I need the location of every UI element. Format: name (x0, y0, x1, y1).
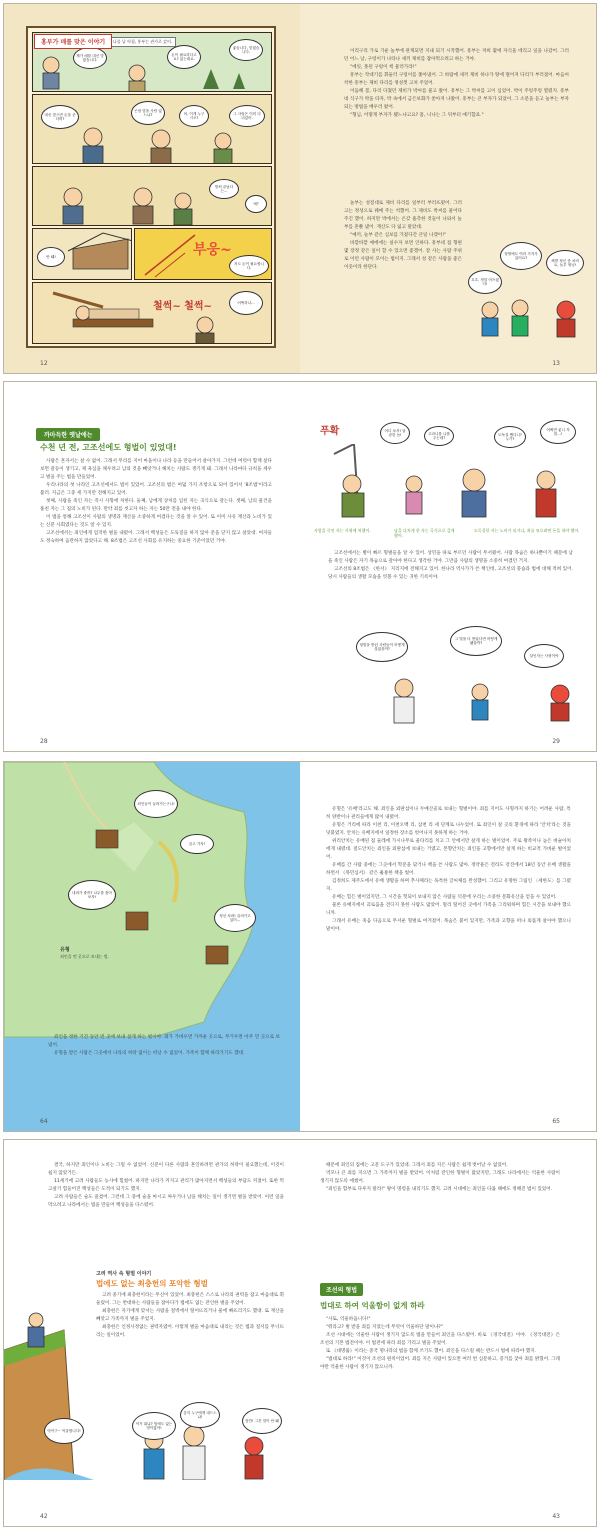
speech-bubble: 벌써 끝났다는... (209, 179, 239, 199)
panel-caption: 나물 날 아침, 홍부는 관가로 갔어. (109, 37, 176, 47)
paragraph: 결국, 하지만 죄인이나 노비는 그럴 수 없었어. 신분이 다른 사람과 혼인하려면 관가의 허락이 필요했는데, 이것이 쉽지 않았거든. (48, 1163, 284, 1176)
characters-illustration (360, 670, 590, 730)
paragraph: 최충헌은 인정사정없는 권력자였어. 이렇게 벌을 마음대로 내리는 것은 법과 질서를 무너뜨리는 일이었어. (96, 1325, 284, 1338)
speech-bubble: 형벌을 받던 사람들이 어떻게 살았을까? (356, 632, 408, 662)
speech-bubble: 좋습니다, 맞겠습니다. (229, 39, 263, 61)
speech-bubble: 도둑질 했다니? 누가? (494, 426, 526, 448)
paragraph: 역모나 큰 죄를 지으면 그 가족까지 벌을 받았어. 이처럼 잔인한 형벌이 많았지만, 그래도 나라에서는 억울한 사람이 생기지 않도록 애썼어. (320, 1171, 560, 1184)
paragraph: 고조선에서는 별이 빠르 형벌들을 알 수 있어. 상민을 따로 부르던 사람이 무서웠어. 사람 목숨은 하나뿐이기 때문에 남을 죽인 사람은 자기 목숨으로 갚아야 한다고 생각한 거야. 그만큼 사람의 생명을 소중히 여겼던 거지. (328, 551, 573, 564)
speech-bubble: 잠깐! 그건 말이 안 돼 (242, 1408, 282, 1434)
comic-figures-illustration (33, 167, 272, 226)
page-65 (300, 762, 596, 1131)
paragraph: "예끼, 놀부 같은 심보를 가졌다간 큰일 나겠어!" (350, 233, 447, 238)
page-number: 29 (552, 738, 560, 745)
comic-panel-6 (32, 282, 272, 344)
speech-bubble: 돈이 필요하다고요? 없는데요. (167, 45, 201, 69)
speech-bubble: 어디 보자! 앙큼한 놈! (380, 422, 410, 444)
speech-bubble: 안 돼! (37, 247, 65, 267)
speech-bubble: 아이구~ 억울합니다! (44, 1418, 84, 1444)
paragraph: 유배를 간 사람 중에는 그곳에서 학문을 닦거나 책을 쓴 사람도 많아. 정약용은 전라도 강진에서 18년 동안 유배 생활을 하면서 《목민심서》 같은 훌륭한 책을 썼어. (326, 863, 571, 876)
speech-bubble: 예? (245, 195, 267, 213)
paragraph: 우리나라의 첫 나라인 고조선에서도 법이 있었어. 고조선의 법은 여덟 가지 조항으로 되어 있어서 '8조법'이라고 불러. 지금은 그중 세 가지만 전해지고 있어. (40, 483, 272, 496)
spread-pages-12-13 (3, 3, 597, 374)
characters-illustration (470, 292, 590, 352)
paragraph: 물론 유배지에서 괴로움을 견디지 못한 사람도 많았어. 멀리 떨어진 곳에서 가족을 그리워하며 힘든 시간을 보내야 했으니까. (326, 903, 571, 916)
paragraph: 고조선에서는 죄인에게 엄격한 벌을 내렸어. 그래서 백성들은 도둑질을 하지 않아 문을 닫지 않고 살았대. 여자들도 정숙하여 음란하지 않았다고 해. 8조법은 고조선 사회를 유지하는 중요한 기준이었던 거야. (40, 531, 272, 544)
page-12 (4, 4, 300, 373)
punishment-types-illustration (314, 444, 584, 524)
speech-bubble: 이거 뭐냐? 법에도 없는 벌이잖아! (132, 1412, 176, 1440)
body-text (326, 806, 571, 934)
paragraph: 놀부는 성질대로 제비 다리를 일부러 부러뜨렸어. 그러고는 정성으로 꿰매 주는 척했어. 그 제비도 박씨를 물어다 주긴 했어. 하지만 박에서는 온갖 흉측한 것들이 나와서 놀부를 혼쭐 냈어. 재산도 다 잃고 말았대. (344, 201, 462, 230)
body-text (40, 458, 272, 546)
speech-bubble: 저도 돈이 필요합니다. (229, 255, 269, 277)
paragraph: "사또, 억울하옵니다!" (326, 1317, 371, 1322)
spread-pages-28-29 (3, 381, 597, 752)
speech-bubble: 어쩌면 좋니 저를…! (540, 420, 576, 444)
speech-bubble: 살인자는 사형이야 (524, 644, 564, 668)
action-lines-illustration (135, 229, 272, 280)
speech-bubble: 형벌에도 여러 가지가 있어요? (500, 242, 542, 270)
paragraph: 또 《대명률》이라는 중국 명나라의 법을 함께 쓰기도 했어. 죄인을 다스릴 때는 반드시 법에 따라야 했지. (326, 1349, 537, 1354)
speech-bubble: 그 사람은 이미 다녀갔어. (229, 105, 265, 127)
paragraph: "뭐라고? 벌 받을 죄를 지었는데 무엇이 억울하단 말이냐?" (326, 1325, 443, 1330)
body-text-column (344, 200, 462, 272)
comic-panel-5 (134, 228, 272, 280)
page-number: 64 (40, 1118, 48, 1125)
paragraph: "법대로 하라!" 이것이 조선의 원칙이었어. 죄를 지은 사람이 있으면 여러 번 심문하고, 증거를 찾아 죄를 밝혔어. 그래야만 억울한 사람이 생기지 않으니까. (320, 1357, 560, 1370)
page-29 (300, 382, 596, 751)
body-text (328, 550, 573, 582)
section-tag: 까마득한 옛날에는 (36, 428, 100, 441)
speech-bubble: 제가 매를 대신 맞겠습니다. (73, 47, 107, 69)
sound-effect-text: 푸확 (320, 426, 340, 437)
speech-bubble: 죄인들이 끌려가는구나! (134, 790, 178, 818)
page-number: 43 (552, 1513, 560, 1520)
page-13 (300, 4, 596, 373)
caption: 도둑질한 자는 노비가 되거나, 죄를 씻으려면 돈을 내야 했어. (474, 528, 580, 533)
speech-bubble: 곤장 맞을 사람 없느냐? (131, 101, 165, 125)
paragraph: 첫째, 사람을 죽인 자는 즉시 사형에 처한다. 둘째, 남에게 상처를 입힌 자는 곡식으로 갚는다. 셋째, 남의 물건을 훔친 자는 그 집의 노비가 된다. 만약 죄를 씻고자 하는 자는 50만 전을 내야 한다. (40, 499, 272, 512)
illustration-captions (314, 528, 584, 538)
caption: 사람을 죽인 자는 사형에 처했어. (314, 528, 371, 533)
inset-box-title: 고려 역사 속 형벌 이야기 (96, 1271, 152, 1277)
sound-effect-text: 부웅~ (193, 242, 232, 258)
paragraph: 때문에 죄인의 집에는 고문 도구가 있었대. 그래서 죄를 지은 사람은 쉽게 벗어날 수 없었어. (326, 1163, 508, 1168)
comic-title: 홍부가 매를 맞은 이야기 (34, 34, 112, 49)
speech-bubble: 그 벌을 다 받았다면 어떻게 됐을까? (450, 626, 502, 656)
paragraph: 김정희도 제주도에서 유배 생활을 하며 추사체라는 독특한 글씨체를 완성했어. 그리고 유명한 그림인 〈세한도〉를 그렸지. (326, 879, 571, 892)
speech-bubble: 어, 이게 누구시오? (179, 105, 209, 127)
body-text (48, 1034, 280, 1058)
speech-bubble: 정신 차려! 끌려가고 있어... (214, 904, 256, 932)
paragraph: 흥부는 작대기를 휘둘러 구렁이를 쫓아냈어. 그 바람에 새끼 제비 하나가 땅에 떨어져 다리가 부러졌어. 마음씨 착한 흥부는 제비 다리를 정성껏 고쳐 주었어. (344, 73, 569, 86)
paragraph: 죄인을 정한 기간 동안 먼 곳에 보내 살게 하는 벌이야. 죄가 가벼우면 가까운 곳으로, 무거우면 아주 먼 곳으로 보냈어. (48, 1035, 280, 1048)
page-number: 12 (40, 360, 48, 367)
paragraph: 이 법을 통해 고조선이 사람의 생명과 재산을 소중하게 여겼다는 것을 알 수 있어. 또 이미 사유 재산과 노비가 있는 신분 사회였다는 것도 알 수 있지. (40, 515, 272, 528)
speech-bubble: 감히 누구에게 대드느냐! (180, 1402, 220, 1428)
comic-panel-3 (32, 166, 272, 226)
page-number: 65 (552, 1118, 560, 1125)
comic-panel-2 (32, 94, 272, 164)
paragraph: 고려 사람들은 술도 즐겼어. 그런데 그 중에 술을 마시고 싸우거나 남을 해치는 일이 생기면 벌을 받았어. 이런 일을 막으려고 나라에서는 법을 만들어 백성들을 다스렸어. (48, 1195, 284, 1208)
punishment-scene-illustration (33, 283, 272, 344)
page-28 (4, 382, 300, 751)
legend-text: 죄인을 먼 곳으로 보내는 벌. (60, 954, 109, 959)
comic-figures-illustration (33, 95, 272, 164)
paragraph: 사람은 혼자서는 살 수 없어. 그래서 무리를 지어 마을이나 나라 등을 만들어서 살아가지. 그런데 여럿이 함께 살다 보면 갈등이 생기고, 제 욕심을 채우려고 남의 것을 빼앗거나 해치는 사람도 생기게 돼. 그래서 나라마다 규칙을 세우고 벌을 주는 법을 만들었어. (40, 459, 272, 480)
comic-panel-4 (32, 228, 132, 280)
comic-strip (26, 26, 276, 348)
spread-pages-42-43 (3, 1139, 597, 1527)
paragraph: 최충헌은 자기에게 맞서는 사람을 절벽에서 떨어뜨리거나 물에 빠뜨리기도 했대. 또 재산을 빼앗고 가족까지 벌을 주었지. (96, 1309, 284, 1322)
building-illustration (33, 229, 132, 280)
section-title: 수천 년 전, 고조선에도 형벌이 있었대! (40, 443, 177, 452)
paragraph: 이듬해 봄, 다리 다쳤던 제비가 박씨를 물고 왔어. 흥부는 그 박씨를 고이 심었어. 박이 주렁주렁 열렸지. 흥부네 식구가 박을 타자, 박 속에서 금은보화가 쏟아져 나왔어. 흥부는 큰 부자가 되었어. 그 소문을 듣고 놀부는 부자 되는 방법을 배우러 왔어. (344, 89, 569, 110)
section-tag: 조선의 형법 (320, 1283, 363, 1296)
paragraph: 유형은 '유배'라고도 해. 죄인을 외딴섬이나 두메산골로 보내는 형벌이야. 죄를 지어도 사형까지 하기는 어려운 사람, 특히 양반이나 관리들에게 많이 내렸어. (326, 807, 571, 820)
paragraph: "에잇, 못된 구렁이 썩 물러가라!" (350, 65, 417, 70)
spread-pages-64-65 (3, 761, 597, 1132)
speech-bubble: 끌고 가자! (180, 834, 214, 854)
section-title: 법대로 하여 억울함이 없게 하라 (320, 1301, 425, 1310)
speech-bubble: 대신 맞으면 돈을 준다며? (41, 105, 79, 129)
speech-bubble: 고라니를 나를 주는데? (424, 426, 454, 446)
paragraph: "형님, 어떻게 부자가 됐느냐고요? 흠, 니나는 그 뒤부터 얘기합죠." (350, 113, 484, 118)
speech-bubble: 제발 정신 좀 차려요, 놀부 형님! (546, 250, 584, 276)
paragraph: 유형은 거리에 따라 이천 리, 이천오백 리, 삼천 리 세 단계로 나누었어. 또 죄인이 살 곳의 환경에 따라 '안치'라는 것을 덧붙였지. 안치는 유배지에서 일정한 장소를 벗어나지 못하게 하는 거야. (326, 823, 571, 836)
body-text (320, 1162, 560, 1194)
paragraph: 11세기에 고려 사람들도 농사에 힘썼어. 하지만 나라가 커지고 관리가 많아지면서 백성들의 부담도 커졌어. 또한 먹고살기 힘들어진 백성들은 도적이 되기도 했지. (48, 1179, 284, 1192)
cliff-scene-illustration (4, 1290, 300, 1480)
page-64 (4, 762, 300, 1131)
sound-effect-text: 철썩~ 철썩~ (153, 301, 212, 312)
paragraph: 위리안치는 유배된 집 둘레에 가시나무로 울타리를 치고 그 안에서만 살게 하는 벌이었어. 주로 왕족이나 높은 벼슬아치에게 내렸대. 절도안치는 죄인을 외딴섬에 보내는 거였고, 본향안치는 죄인을 고향에서만 살게 하는 비교적 가벼운 벌이었어. (326, 839, 571, 860)
page-43 (300, 1140, 596, 1526)
legend-title: 유형 (60, 947, 70, 953)
page-42 (4, 1140, 300, 1526)
body-text (344, 48, 569, 120)
page-number: 42 (40, 1513, 48, 1520)
speech-bubble: 흐흐, 정말 아프겠다! (468, 270, 502, 294)
paragraph: 유형을 받은 사람은 그곳에서 나라의 허락 없이는 떠날 수 없었어. 가족이 함께 따라가기도 했대. (54, 1051, 245, 1056)
page-number: 13 (552, 360, 560, 367)
page-number: 28 (40, 738, 48, 745)
caption: 남을 다치게 한 자는 곡식으로 갚게 했어. (394, 528, 455, 538)
paragraph: 고조선의 8조법은 《한서》 지리지에 전해지고 있어. 한나라 역사가가 쓴 책인데, 고조선의 풍습과 법에 대해 적혀 있어. 당시 사람들의 생활 모습을 엿볼 수 있는 귀한 기록이야. (328, 567, 573, 580)
paragraph: "죄인을 함부로 다루지 말라!" 왕이 명령을 내리기도 했지. 고려 시대에는 죄인을 다룰 때에도 정해진 법이 있었어. (326, 1187, 553, 1192)
inset-box-heading: 법에도 없는 최충헌의 포악한 형벌 (96, 1279, 208, 1288)
body-text (48, 1162, 284, 1210)
speech-bubble: 내려가 줄까? 나무를 찾아보자! (68, 880, 116, 910)
paragraph: 바깥바깥 예에에는 실수자 보면 인하다. 흥부네 집 형편 몇 장정 같은 일이 할 수 있으면 좋겠어. 잘 사는 사람 주위로 이런 사람이 모이는 법이지. 그래서 성 같은 사람을 좋은 이웃이라 한단다. (344, 241, 462, 270)
speech-bubble: 어떡하나... (229, 291, 263, 315)
paragraph: 고려 중기에 최충헌이라는 무신이 있었어. 최충헌은 스스로 나라의 권력을 잡고 마음대로 휘둘렀어. 그는 반대하는 사람들을 잡아다가 법에도 없는 잔인한 벌을 주었어. (96, 1293, 284, 1306)
body-text (320, 1316, 560, 1372)
paragraph: 조선 시대에는 억울한 사람이 생기지 않도록 법을 만들어 죄인을 다스렸어. 바로 《경국대전》이야. 《경국대전》은 조선의 기본 법전이야. 이 법전에 따라 죄를 가리고 벌을 주었어. (320, 1333, 560, 1346)
paragraph: 그래서 유배는 죽음 다음으로 무서운 형벌로 여겨졌어. 목숨은 붙어 있지만, 가족과 고향을 떠나 외롭게 살아야 했으니 말이야. (326, 919, 571, 932)
paragraph: 이리구리 가로 기운 놀부에 관계되면 지내 되기 시작했어. 흥부는 저희 몇에 자식을 데리고 일을 나갔어. 그러던 어느 날, 구렁이가 나타나 새끼 제비를 잡아먹으려고 하는 거야. (344, 49, 569, 62)
paragraph: 유배는 힘든 벌이었지만, 그 시간을 헛되이 보내지 않은 사람들 덕분에 우리는 소중한 문화유산을 얻을 수 있었어. (332, 895, 557, 900)
